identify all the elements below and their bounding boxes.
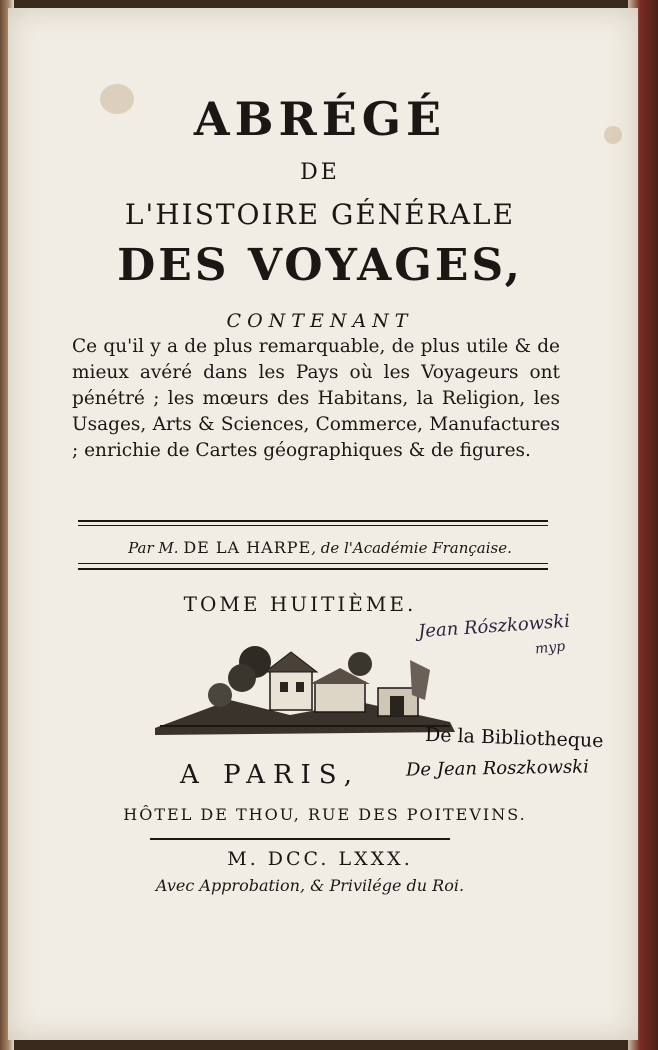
rule-imprint <box>150 838 450 840</box>
description-paragraph: Ce qu'il y a de plus remarquable, de plus utile & de mieux avéré dans les Pays où les Voyageurs ont pénétré ; les mœurs des Habitans, la Religion, les Usages, Arts & Sciences, Commerce, Manufactures ; enrichie de Cartes géographiques & de figures. <box>72 336 560 461</box>
author-name: DE LA HARPE <box>183 538 312 557</box>
rule-top-thin <box>78 525 548 526</box>
contenant-label: CONTENANT <box>226 310 414 332</box>
rule-bottom-thin <box>78 563 548 564</box>
handwritten-mark: myp <box>534 638 566 658</box>
rule-bottom <box>78 568 548 570</box>
imprint-privilege: Avec Approbation, & Privilége du Roi. <box>155 876 465 895</box>
imprint-year: M. DCC. LXXX. <box>227 848 413 870</box>
foxing-spot <box>604 126 622 144</box>
ownership-stamp-line-2: De Jean Roszkowski <box>405 756 590 781</box>
handwritten-signature: Jean Rószkowski <box>417 610 571 643</box>
title-line-4: DES VOYAGES, <box>117 240 523 291</box>
title-line-1: ABRÉGÉ <box>193 92 447 146</box>
landscape-vignette-icon <box>150 640 460 740</box>
author-suffix: , de l'Académie Française. <box>311 539 512 557</box>
author-line <box>60 538 580 557</box>
title-line-3: L'HISTOIRE GÉNÉRALE <box>124 198 516 231</box>
volume-label: TOME HUITIÈME. <box>183 592 417 616</box>
title-line-2: DE <box>300 160 340 185</box>
rule-top <box>78 520 548 522</box>
author-prefix: Par M. <box>128 539 179 557</box>
imprint-city: A PARIS, <box>180 760 360 790</box>
imprint-publisher: HÔTEL DE THOU, RUE DES POITEVINS. <box>123 805 527 824</box>
ownership-stamp-line-1: De la Bibliotheque <box>424 723 604 753</box>
